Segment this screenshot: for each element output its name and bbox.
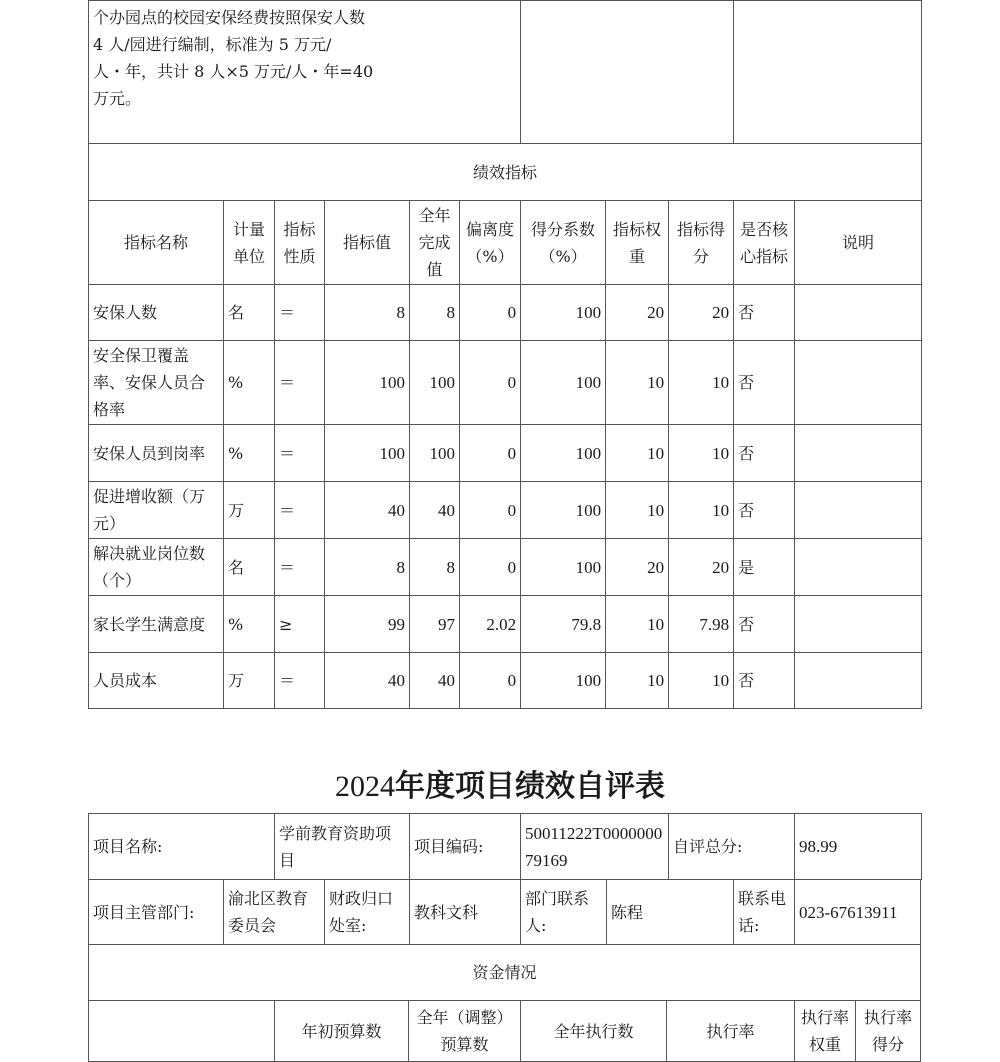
row-target: 100 xyxy=(325,425,410,482)
row-coef: 79.8 xyxy=(521,596,606,653)
row-coef: 100 xyxy=(521,285,606,341)
row-note xyxy=(795,285,922,341)
section-title: 绩效指标 xyxy=(89,144,922,201)
row-note xyxy=(795,482,922,539)
row-name: 促进增收额（万元） xyxy=(89,482,224,539)
header-target: 指标值 xyxy=(325,201,410,285)
table-row xyxy=(89,653,922,709)
row-unit: 名 xyxy=(224,539,275,596)
row-name: 安保人数 xyxy=(89,285,224,341)
self-score-label: 自评总分: xyxy=(669,814,795,880)
title-year: 2024 xyxy=(335,770,395,803)
row-target: 99 xyxy=(325,596,410,653)
dept-label: 项目主管部门: xyxy=(88,879,224,945)
row-actual: 40 xyxy=(410,653,460,709)
row-actual: 97 xyxy=(410,596,460,653)
row-name: 人员成本 xyxy=(89,653,224,709)
row-weight: 10 xyxy=(606,341,669,425)
blank-cell xyxy=(521,1,734,144)
row-coef: 100 xyxy=(521,482,606,539)
row-note xyxy=(795,539,922,596)
row-deviation: 0 xyxy=(460,482,521,539)
row-note xyxy=(795,341,922,425)
row-unit: 万 xyxy=(224,482,275,539)
row-nature: ＝ xyxy=(275,425,325,482)
table-row xyxy=(89,425,922,482)
row-nature: ≥ xyxy=(275,596,325,653)
row-core: 否 xyxy=(734,596,795,653)
header-core: 是否核 心指标 xyxy=(734,201,795,285)
row-name: 安全保卫覆盖率、安保人员合格率 xyxy=(89,341,224,425)
title-text: 年度项目绩效自评表 xyxy=(395,769,665,804)
project-code-value: 50011222T000000079169 xyxy=(521,814,669,880)
contact-label: 部门联系人: xyxy=(520,879,607,945)
fund-section-title: 资金情况 xyxy=(88,944,921,1001)
row-name: 解决就业岗位数（个） xyxy=(89,539,224,596)
row-nature: ＝ xyxy=(275,653,325,709)
row-nature: ＝ xyxy=(275,539,325,596)
finance-value: 教科文科 xyxy=(409,879,521,945)
contact-value: 陈程 xyxy=(606,879,734,945)
row-target: 8 xyxy=(325,539,410,596)
fund-header-initial: 年初预算数 xyxy=(274,1000,409,1062)
row-core: 否 xyxy=(734,482,795,539)
row-core: 否 xyxy=(734,341,795,425)
row-deviation: 0 xyxy=(460,653,521,709)
row-score: 10 xyxy=(669,653,734,709)
row-weight: 20 xyxy=(606,539,669,596)
table-row xyxy=(89,285,922,341)
row-core: 是 xyxy=(734,539,795,596)
performance-indicator-table xyxy=(88,0,922,709)
row-name: 安保人员到岗率 xyxy=(89,425,224,482)
row-score: 20 xyxy=(669,539,734,596)
row-note xyxy=(795,596,922,653)
row-core: 否 xyxy=(734,425,795,482)
row-target: 100 xyxy=(325,341,410,425)
row-coef: 100 xyxy=(521,425,606,482)
row-target: 40 xyxy=(325,653,410,709)
project-code-label: 项目编码: xyxy=(410,814,521,880)
note-line: 万元。 xyxy=(93,89,142,108)
row-coef: 100 xyxy=(521,341,606,425)
row-unit: 万 xyxy=(224,653,275,709)
phone-value: 023-67613911 xyxy=(794,879,921,945)
row-target: 40 xyxy=(325,482,410,539)
row-nature: ＝ xyxy=(275,285,325,341)
row-nature: ＝ xyxy=(275,482,325,539)
table-row xyxy=(89,539,922,596)
self-score-value: 98.99 xyxy=(795,814,922,880)
row-weight: 10 xyxy=(606,653,669,709)
row-weight: 10 xyxy=(606,482,669,539)
row-score: 10 xyxy=(669,425,734,482)
header-coef: 得分系数 （%） xyxy=(521,201,606,285)
page-title xyxy=(0,766,1000,808)
note-line: 4 人/园进行编制，标准为 5 万元/ xyxy=(93,35,332,54)
row-unit: % xyxy=(224,341,275,425)
security-budget-note xyxy=(89,1,521,144)
note-line: 个办园点的校园安保经费按照保安人数 xyxy=(93,8,366,27)
header-name: 指标名称 xyxy=(89,201,224,285)
row-deviation: 0 xyxy=(460,425,521,482)
self-evaluation-table xyxy=(88,813,922,880)
row-target: 8 xyxy=(325,285,410,341)
note-line: 人・年，共计 8 人×5 万元/人・年=40 xyxy=(93,62,374,81)
header-score: 指标得 分 xyxy=(669,201,734,285)
self-evaluation-form-body xyxy=(88,879,921,1061)
header-deviation: 偏离度 （%） xyxy=(460,201,521,285)
project-info-row xyxy=(89,814,922,880)
blank-cell xyxy=(734,1,922,144)
row-actual: 100 xyxy=(410,341,460,425)
row-score: 7.98 xyxy=(669,596,734,653)
row-nature: ＝ xyxy=(275,341,325,425)
row-coef: 100 xyxy=(521,653,606,709)
project-name-label: 项目名称: xyxy=(89,814,275,880)
header-weight: 指标权 重 xyxy=(606,201,669,285)
row-score: 10 xyxy=(669,482,734,539)
row-deviation: 0 xyxy=(460,285,521,341)
finance-label: 财政归口处室: xyxy=(324,879,410,945)
row-deviation: 0 xyxy=(460,341,521,425)
header-actual: 全年 完成 值 xyxy=(410,201,460,285)
phone-label: 联系电话: xyxy=(733,879,795,945)
table-row xyxy=(89,596,922,653)
row-weight: 20 xyxy=(606,285,669,341)
project-name-value: 学前教育资助项目 xyxy=(275,814,410,880)
row-name: 家长学生满意度 xyxy=(89,596,224,653)
fund-header-adjusted: 全年（调整）预算数 xyxy=(408,1000,521,1062)
row-core: 否 xyxy=(734,285,795,341)
fund-header-rate-weight: 执行率权重 xyxy=(794,1000,856,1062)
row-weight: 10 xyxy=(606,425,669,482)
row-actual: 40 xyxy=(410,482,460,539)
header-nature: 指标 性质 xyxy=(275,201,325,285)
row-coef: 100 xyxy=(521,539,606,596)
table-row xyxy=(89,341,922,425)
row-actual: 8 xyxy=(410,285,460,341)
row-core: 否 xyxy=(734,653,795,709)
dept-value: 渝北区教育委员会 xyxy=(223,879,325,945)
fund-header-executed: 全年执行数 xyxy=(520,1000,667,1062)
row-deviation: 2.02 xyxy=(460,596,521,653)
fund-header-rate-score: 执行率得分 xyxy=(855,1000,921,1062)
row-unit: % xyxy=(224,425,275,482)
fund-header-blank xyxy=(88,1000,275,1062)
row-note xyxy=(795,425,922,482)
row-score: 20 xyxy=(669,285,734,341)
row-unit: 名 xyxy=(224,285,275,341)
header-unit: 计量 单位 xyxy=(224,201,275,285)
row-weight: 10 xyxy=(606,596,669,653)
header-row xyxy=(89,201,922,285)
fund-header-rate: 执行率 xyxy=(666,1000,795,1062)
table-row xyxy=(89,482,922,539)
row-deviation: 0 xyxy=(460,539,521,596)
row-unit: % xyxy=(224,596,275,653)
header-note: 说明 xyxy=(795,201,922,285)
row-note xyxy=(795,653,922,709)
row-actual: 8 xyxy=(410,539,460,596)
row-score: 10 xyxy=(669,341,734,425)
row-actual: 100 xyxy=(410,425,460,482)
